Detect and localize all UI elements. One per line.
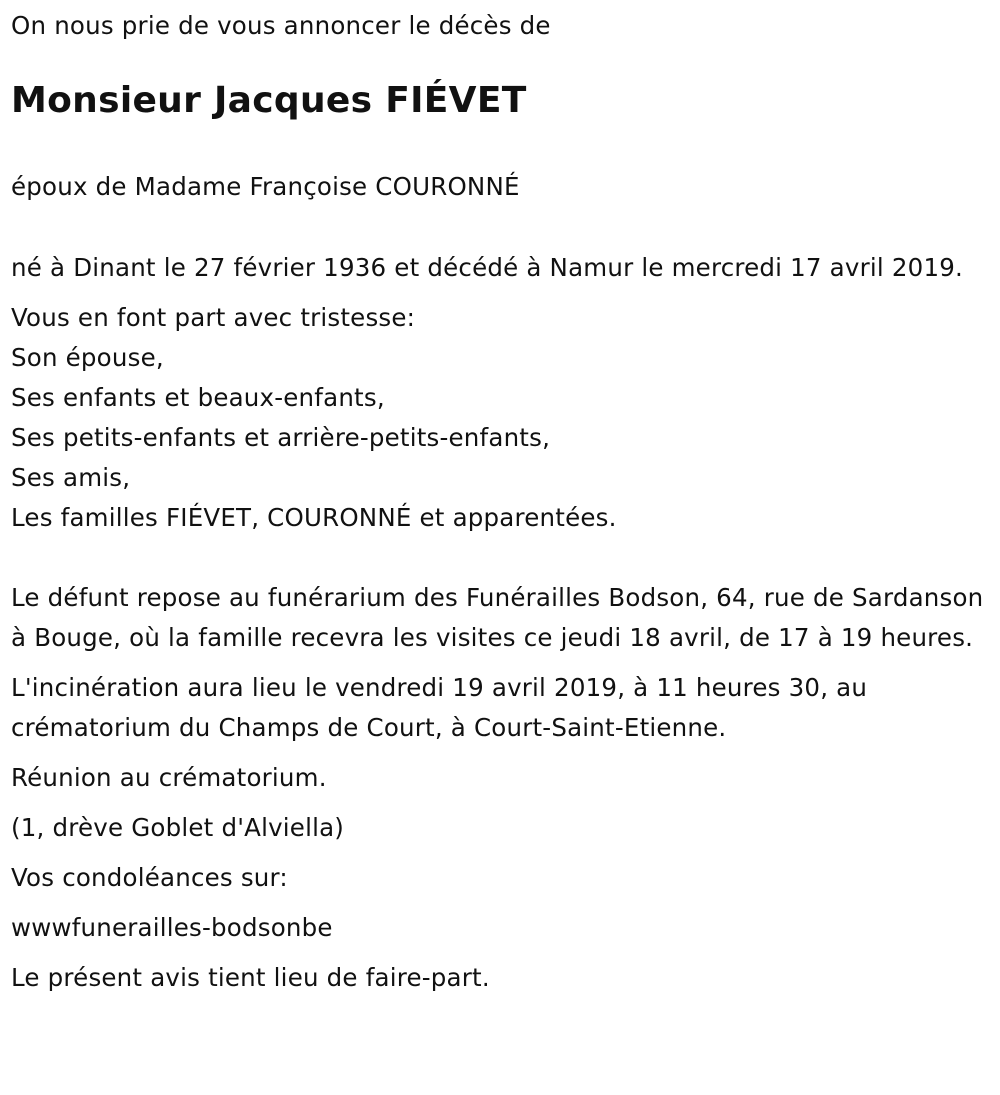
spouse-text: époux de Madame Françoise COURONNÉ [11,172,520,201]
closing-text: Le présent avis tient lieu de faire-part. [11,963,490,992]
crematorium-address: (1, drève Goblet d'Alviella) [11,813,345,842]
family-heading: Vous en font part avec tristesse: [11,303,416,332]
condolences-website [11,908,991,948]
condolences-label: Vos condoléances sur: [11,863,288,892]
cremation-info: L'incinération aura lieu le vendredi 19 avril 2019, à 11 heures 30, au crématorium du Champs de Court, à Court-Saint-Etienne. [11,673,868,742]
family-line: Ses petits-enfants et arrière-petits-enfants, [11,423,551,452]
intro-text: On nous prie de vous annoncer le décès de [11,11,551,40]
deceased-name: Monsieur Jacques FIÉVET [11,80,527,121]
family-line: Son épouse, [11,343,164,372]
family-line: Ses enfants et beaux-enfants, [11,383,385,412]
family-line: Ses amis, [11,463,131,492]
birth-death-text: né à Dinant le 27 février 1936 et décédé à Namur le mercredi 17 avril 2019. [11,253,964,282]
repose-info: Le défunt repose au funérarium des Funérailles Bodson, 64, rue de Sardanson à Bouge, où la famille recevra les visites ce jeudi 18 avril, de 17 à 19 heures. [11,583,984,652]
family-line: Les familles FIÉVET, COURONNÉ et apparentées. [11,503,617,532]
death-notice [11,0,991,998]
meeting-info: Réunion au crématorium. [11,763,327,792]
family-announcement [11,298,991,538]
website-text: wwwfunerailles-bodsonbe [11,913,333,942]
